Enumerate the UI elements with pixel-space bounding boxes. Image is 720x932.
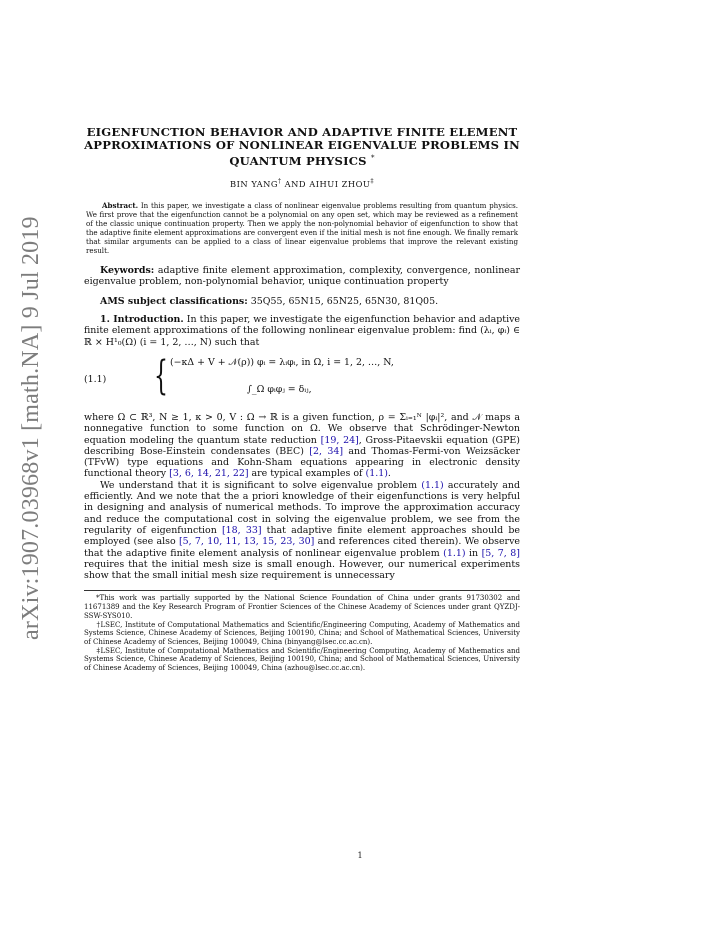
keywords-text: adaptive finite element approximation, complexity, convergence, nonlinear eigenvalue problem, non-polynomial behavior, unique continuation property <box>84 265 521 288</box>
intro-text-3e: in <box>465 547 482 559</box>
intro-paragraph-3 <box>84 480 520 582</box>
equation-ref-link[interactable]: (1.1) <box>443 547 466 559</box>
equation-ref-link[interactable]: (1.1) <box>421 479 444 491</box>
intro-text-2d: are typical examples of <box>248 468 366 480</box>
equation-ref-link[interactable]: (1.1) <box>365 468 388 480</box>
author-2: AIHUI ZHOU <box>309 178 371 189</box>
arxiv-stamp: arXiv:1907.03968v1 [math.NA] 9 Jul 2019 <box>18 216 44 640</box>
abstract-label: Abstract. <box>102 200 139 210</box>
equation-line-2: ∫_Ω φᵢφⱼ = δᵢⱼ, <box>247 383 312 395</box>
footnote-author-1-text: †LSEC, Institute of Computational Mathematics and Scientific/Engineering Computing, Academy of Mathematics and Systems Science, Chinese Academy of Sciences, Beijing 100190, China; and School of Mathematical Sciences, University of Chinese Academy of Sciences, Beijing 100049, China (binyang@lsec.cc.ac.cn). <box>84 620 520 646</box>
equation-line-1: (−κΔ + V + 𝒩(ρ)) φᵢ = λᵢφᵢ, in Ω, i = 1, 2, …, N, <box>170 356 394 368</box>
footnotes <box>84 590 520 672</box>
citation-link[interactable]: [5, 7, 8] <box>481 547 520 559</box>
equation-1-1 <box>84 354 520 412</box>
intro-text-3b: accurately and efficiently. And we note that the a priori knowledge of their eigenfunctions is very helpful in designing and analysis of numerical methods. To improve the approximation accuracy and reduce the computational cost in solving the eigenvalue problem, we see from the regularity of eigenfunction <box>84 479 520 536</box>
footnote-author-2-text: ‡LSEC, Institute of Computational Mathematics and Scientific/Engineering Computing, Academy of Mathematics and Systems Science, Chinese Academy of Sciences, Beijing 100190, China; and School of Mathematical Sciences, University of Chinese Academy of Sciences, Beijing 100049, China (azhou@lsec.cc.ac.cn). <box>84 646 520 673</box>
abstract <box>86 201 518 256</box>
keywords-label: Keywords: <box>100 265 155 277</box>
intro-text-1: In this paper, we investigate the eigenfunction behavior and adaptive finite element approximations of the following nonlinear eigenvalue problem: find (λᵢ, φᵢ) ∈ ℝ × H¹₀(Ω) (i = 1, 2, …, N) such that <box>84 314 521 348</box>
page-number: 1 <box>357 851 363 860</box>
page-content <box>84 126 520 673</box>
section-heading: 1. Introduction. <box>100 314 184 326</box>
ams-classifications <box>84 296 520 307</box>
citation-link[interactable]: [18, 33] <box>221 524 262 536</box>
citation-link[interactable]: [5, 7, 10, 11, 13, 15, 23, 30] <box>178 536 315 548</box>
ams-label: AMS subject classifications: <box>100 295 248 307</box>
citation-link[interactable]: [3, 6, 14, 21, 22] <box>169 468 249 480</box>
author-1: BIN YANG <box>230 178 279 189</box>
intro-text-3d: and references cited therein). We observe that the adaptive finite element analysis of nonlinear eigenvalue problem <box>84 536 520 559</box>
footnote-funding-text: *This work was partially supported by the National Science Foundation of China under grants 91730302 and 11671389 and the Key Research Program of Frontier Sciences of the Chinese Academy of Sciences under grant QYZDJ-SSW-SYS010. <box>84 594 520 620</box>
paper-title-text: EIGENFUNCTION BEHAVIOR AND ADAPTIVE FINITE ELEMENT APPROXIMATIONS OF NONLINEAR EIGENVALUE PROBLEMS IN QUANTUM PHYSICS <box>84 125 520 168</box>
intro-text-3f: requires that the initial mesh size is small enough. However, our numerical experiments show that the small initial mesh size requirement is unnecessary <box>84 558 520 582</box>
abstract-text: In this paper, we investigate a class of nonlinear eigenvalue problems resulting from quantum physics. We first prove that the eigenfunction cannot be a polynomial on any open set, which may be reviewed as a refinement of the classic unique continuation property. Then we apply the non-polynomial behavior of eigenfunction to show that the adaptive finite element approximations are convergent even if the initial mesh is not fine enough. We finally remark that similar arguments can be applied to a class of linear eigenvalue problems that improve the relevant existing result. <box>86 200 518 256</box>
intro-text-2c: and Thomas-Fermi-von Weizsäcker (TFvW) type equations and Kohn-Sham equations appearing in electronic density functional theory <box>84 445 520 480</box>
equation-label: (1.1) <box>84 373 107 385</box>
author-line <box>84 178 520 189</box>
citation-link[interactable]: [2, 34] <box>309 445 344 457</box>
ams-text: 35Q55, 65N15, 65N25, 65N30, 81Q05. <box>250 295 439 307</box>
equation-brace: { <box>154 352 168 399</box>
footnote-author-1 <box>84 621 520 647</box>
intro-text-2b: , Gross-Pitaevskii equation (GPE) describing Bose-Einstein condensates (BEC) <box>84 434 520 457</box>
paper-title <box>84 126 520 168</box>
intro-text-3a: We understand that it is significant to solve eigenvalue problem <box>100 479 422 491</box>
author-2-mark: ‡ <box>370 177 374 185</box>
footnote-author-2 <box>84 647 520 673</box>
intro-paragraph-1 <box>84 314 520 348</box>
citation-link[interactable]: [19, 24] <box>320 434 359 446</box>
title-footnote-mark: * <box>370 154 375 162</box>
keywords <box>84 265 520 288</box>
intro-text-2a: where Ω ⊂ ℝ³, N ≥ 1, κ > 0, V : Ω → ℝ is a given function, ρ = Σᵢ₌₁ᴺ |φᵢ|², and 𝒩 maps a nonnegative function to some function on Ω. We observe that Schrödinger-Newton equation modeling the quantum state reduction <box>84 411 520 446</box>
author-conjunction: AND <box>284 178 307 189</box>
footnote-funding <box>84 594 520 620</box>
intro-text-3c: that adaptive finite element approaches should be employed (see also <box>84 524 520 548</box>
author-1-mark: † <box>278 177 282 185</box>
intro-text-2e: . <box>387 468 391 480</box>
intro-paragraph-2 <box>84 412 520 480</box>
